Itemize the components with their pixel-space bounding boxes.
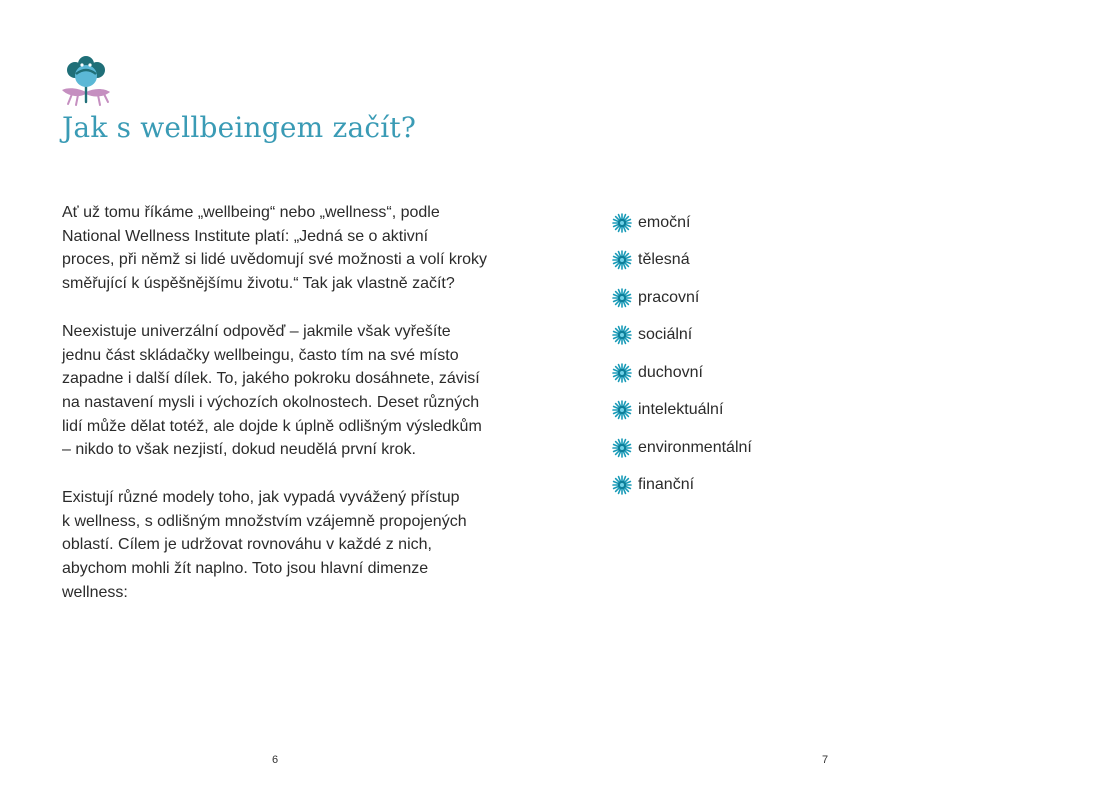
list-item xyxy=(612,392,752,430)
text-line: Ať už tomu říkáme „wellbeing“ nebo „wellness“, podle xyxy=(62,204,440,221)
text-line: Neexistuje univerzální odpověď – jakmile však vyřešíte xyxy=(62,322,451,340)
wellness-dimensions-list xyxy=(612,204,752,504)
dimension-label: pracovní xyxy=(638,288,700,306)
sunburst-bullet-icon xyxy=(612,250,632,270)
text-line: směřující k úspěšnějšímu životu.“ Tak jak vlastně začít? xyxy=(62,275,455,293)
list-item xyxy=(612,467,752,505)
sunburst-bullet-icon xyxy=(612,363,632,383)
list-item xyxy=(612,317,752,355)
text-line: abychom mohli žít naplno. Toto jsou hlavní dimenze xyxy=(62,560,429,578)
sunburst-bullet-icon xyxy=(612,325,632,345)
dimension-label: intelektuální xyxy=(638,401,724,419)
text-line: Existují různé modely toho, jak vypadá vyvážený přístup xyxy=(62,489,460,507)
dimension-label: duchovní xyxy=(638,363,703,381)
text-line: zapadne i další dílek. To, jakého pokroku dosáhnete, závisí xyxy=(62,370,480,388)
text-line: k wellness, s odlišným množstvím vzájemně propojených xyxy=(62,512,467,530)
dimension-label: environmentální xyxy=(638,438,752,456)
sunburst-bullet-icon xyxy=(612,400,632,420)
text-line: – nikdo to však nezjistí, dokud neudělá první krok. xyxy=(62,441,416,459)
text-line: na nastavení mysli i výchozích okolnostech. Deset různých xyxy=(62,393,480,411)
dimension-label: finanční xyxy=(638,476,695,494)
text-line: lidí může dělat totéž, ale dojde k úplně odlišným výsledkům xyxy=(62,417,482,435)
text-line: oblastí. Cílem je udržovat rovnováhu v každé z nich, xyxy=(62,536,432,554)
sunburst-bullet-icon xyxy=(612,475,632,495)
body-text xyxy=(62,201,502,629)
paragraph xyxy=(62,486,502,605)
list-item xyxy=(612,279,752,317)
dimension-label: sociální xyxy=(638,326,693,344)
list-item xyxy=(612,354,752,392)
list-item xyxy=(612,204,752,242)
text-line: jednu část skládačky wellbeingu, často tím na své místo xyxy=(62,346,459,364)
text-line: wellness: xyxy=(62,583,128,601)
list-item xyxy=(612,429,752,467)
page-title: Jak s wellbeingem začít? xyxy=(62,111,417,144)
page-number: 6 xyxy=(271,754,279,766)
flower-icon xyxy=(58,54,114,110)
page-number: 7 xyxy=(821,754,829,766)
sunburst-bullet-icon xyxy=(612,213,632,233)
paragraph xyxy=(62,320,502,462)
paragraph xyxy=(62,201,502,296)
dimension-label: tělesná xyxy=(638,251,690,269)
dimension-label: emoční xyxy=(638,213,691,231)
sunburst-bullet-icon xyxy=(612,438,632,458)
text-line: National Wellness Institute platí: „Jedná se o aktivní xyxy=(62,227,429,245)
right-page xyxy=(550,0,1100,791)
sunburst-bullet-icon xyxy=(612,288,632,308)
list-item xyxy=(612,242,752,280)
text-line: proces, při němž si lidé uvědomují své možnosti a volí kroky xyxy=(62,251,488,269)
